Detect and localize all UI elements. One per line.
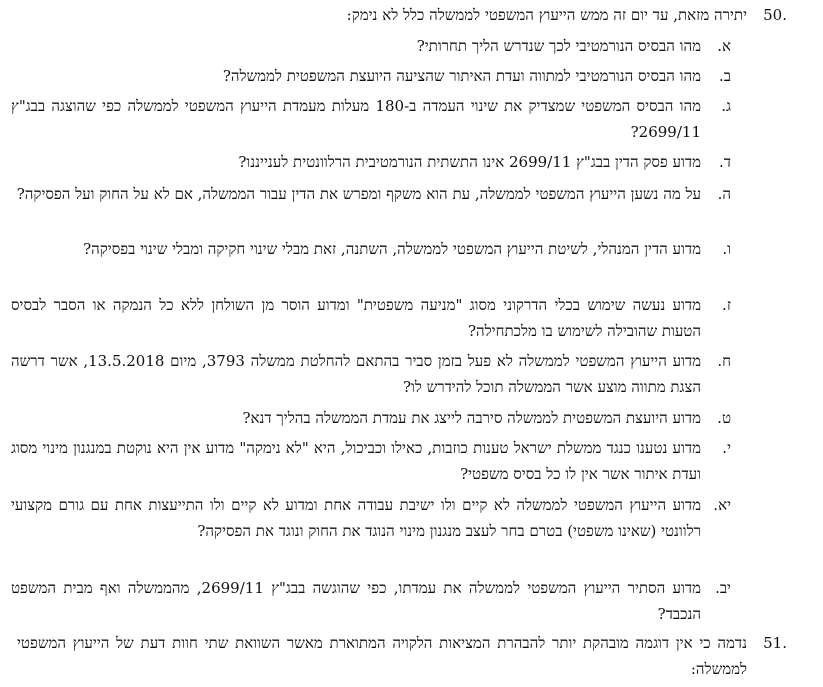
list-item-label: ז. xyxy=(722,296,731,314)
list-item-text: מהו הבסיס הנורמטיבי לכך שנדרש הליך תחרותי? xyxy=(416,37,701,55)
paragraph-51 xyxy=(0,630,823,682)
list-item-label: יא. xyxy=(713,496,731,514)
list-item-text: על מה נשען הייעוץ המשפטי לממשלה, עת הוא משקף ומפרש את הדין עבור הממשלה, אם לא על החוק ועל הפסיקה? xyxy=(16,185,701,203)
list-item-text: מדוע הייעוץ המשפטי לממשלה לא פעל בזמן סביר בהתאם להחלטת ממשלה 3793, מיום 13.5.2018, אשר דרשה הצגת מתווה מוצע אשר הממשלה תוכל להידרש לו? xyxy=(11,352,702,396)
list-item-label: ח. xyxy=(717,352,731,370)
paragraph-50 xyxy=(0,2,823,28)
list-item-text: מהו הבסיס הנורמטיבי למתווה ועדת האיתור שהציעה היועצת המשפטית לממשלה? xyxy=(222,67,701,85)
list-item-label: ד. xyxy=(719,153,731,171)
list-item-label: ו. xyxy=(722,240,731,258)
list-item-label: ב. xyxy=(719,67,731,85)
list-item-label: ט. xyxy=(717,409,731,427)
list-item-text: מדוע נעשה שימוש בכלי הדרקוני מסוג "מניעה משפטית" ומדוע הוסר מן השולחן ללא כל הנמקה או הסבר לבסיס הטעות שהובילה לשימוש בו מלכתחילה? xyxy=(11,296,701,340)
paragraph-text: נדמה כי אין דוגמה מובהקת יותר להבהרת המציאות הלקויה המתוארת מאשר השוואת שתי חוות דעת של הייעוץ המשפטי לממשלה: xyxy=(17,634,747,678)
paragraph-number: 51. xyxy=(763,634,787,652)
list-item-text: מהו הבסיס המשפטי שמצדיק את שינוי העמדה ב-180 מעלות מעמדת הייעוץ המשפטי לממשלה כפי שהוצגה בבג"ץ 2699/11? xyxy=(11,97,701,141)
list-item-label: ג. xyxy=(721,97,731,115)
paragraph-number: 50. xyxy=(763,6,787,24)
list-item-label: יב. xyxy=(715,579,731,597)
list-item-label: י. xyxy=(722,439,731,457)
list-item-label: ה. xyxy=(717,185,731,203)
list-item-text: מדוע היועצת המשפטית לממשלה סירבה לייצג את עמדת הממשלה בהליך דנא? xyxy=(242,409,701,427)
list-item-text: מדוע הסתיר הייעוץ המשפטי לממשלה את עמדתו, כפי שהוגשה בבג"ץ 2699/11, מהממשלה ואף מבית המשפט הנכבד? xyxy=(11,579,701,623)
list-item-text: מדוע פסק הדין בבג"ץ 2699/11 אינו התשתית הנורמטיבית הרלוונטית לענייננו? xyxy=(238,153,701,171)
list-item-text: מדוע הדין המנהלי, לשיטת הייעוץ המשפטי לממשלה, השתנה, זאת מבלי שינוי חקיקה ומבלי שינוי בפסיקה? xyxy=(83,240,701,258)
list-item-text: מדוע נטענו כנגד ממשלת ישראל טענות כוזבות, כאילו וכביכול, היא "לא נימקה" מדוע אין היא נוקטת במנגנון מינוי מסוג ועדת איתור אשר אין לו כל בסיס משפטי? xyxy=(11,439,701,483)
list-item-text: מדוע הייעוץ המשפטי לממשלה לא קיים ולו ישיבת עבודה אחת ומדוע לא קיים ולו התייעצות אחת עם גורם מקצועי רלוונטי (שאינו משפטי) בטרם בחר לעצב מנגנון מינוי הנוגד את החוק ונוגד את הפסיקה? xyxy=(11,496,701,540)
paragraph-text: יתירה מזאת, עד יום זה ממש הייעוץ המשפטי לממשלה כלל לא נימק: xyxy=(346,6,747,24)
list-item-label: א. xyxy=(717,37,731,55)
